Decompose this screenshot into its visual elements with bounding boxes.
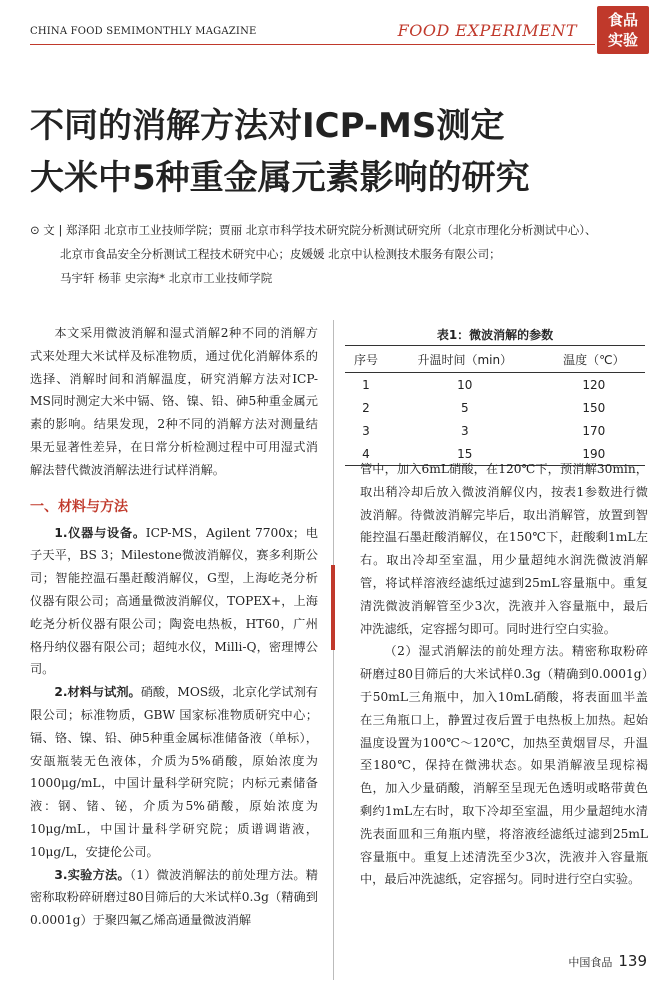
column-accent-mark [331,565,335,650]
magazine-name: CHINA FOOD SEMIMONTHLY MAGAZINE [30,26,257,37]
table-cell: 2 [362,400,370,415]
methods-text: （1）微波消解法的前处理方法。精密称取粉碎研磨过80目筛后的大米试样0.3g（精确到0.0001g）于聚四氟乙烯高通量微波消解 [30,867,318,928]
materials-text: 硝酸，MOS级，北京化学试剂有限公司；标准物质，GBW 国家标准物质研究中心；镉、铬、镍、铅、砷5种重金属标准储备液（单标），安瓿瓶装无色液体，介质为5%硝酸，原始浓度为1000μg/mL，中国计量科学研究院；内标元素储备液：钢、锗、铋，介质为5%硝酸，原始浓度为10μg/mL，中国计量科学研究院；质谱调谐液，10μg/L，安捷伦公司。 [30,685,318,859]
header-rule [30,44,595,45]
abstract: 本文采用微波消解和湿式消解2种不同的消解方式来处理大米试样及标准物质，通过优化消解体系的选择、消解时间和消解温度，研究消解方法对ICP-MS同时测定大米中镉、铬、镍、铅、砷5种重金属元素的影响。结果发现，2种不同的消解方法对测量结果无显著性差异，在日常分析检测过程中可用湿式消解法替代微波消解法进行试样消解。 [30,326,318,477]
subheading-methods: 3.实验方法。 [54,867,130,882]
table-cell: 1 [362,377,370,392]
author-block [30,218,640,290]
table-row [345,373,645,397]
author-line2: 北京市食品安全分析测试工程技术研究中心；皮媛媛 北京中认检测技术服务有限公司； [60,247,501,261]
table-digestion-params [345,325,645,466]
page-number: 139 [618,952,647,970]
title-line2: 大米中5种重金属元素影响的研究 [30,158,530,198]
table-row [345,396,645,419]
section-heading-materials: 一、材料与方法 [30,498,128,515]
table-header-index: 序号 [345,346,387,373]
instruments-text: ICP-MS，Agilent 7700x；电子天平，BS 3；Milestone微波消解仪，赛多利斯公司；智能控温石墨赶酸消解仪，G型，上海屹尧分析仪器有限公司；高通量微波消解仪，TOPEX+，上海屹尧分析仪器有限公司；陶瓷电热板，HT60，广州格丹纳仪器有限公司；超纯水仪，Milli-Q，密理博公司。 [30,525,318,677]
params-table [345,345,645,466]
section-name: FOOD EXPERIMENT [397,21,577,40]
badge-line2: 实验 [607,31,638,49]
table-cell: 120 [582,377,606,392]
page-footer [568,952,647,970]
table-cell: 15 [387,442,543,466]
table-cell: 150 [582,400,606,415]
section-badge [597,6,649,54]
footer-journal: 中国食品 [568,956,613,969]
table-row [345,419,645,442]
table-header-time: 升温时间（min） [387,346,543,373]
title-line1: 不同的消解方法对ICP-MS测定 [30,106,505,146]
paragraph-materials [30,681,318,863]
subheading-materials: 2.材料与试剂。 [54,685,141,700]
author-line3: 马宇轩 杨菲 史宗海* 北京市工业技师学院 [60,271,273,285]
subheading-instruments: 1.仪器与设备。 [54,525,146,540]
paragraph-wet-digestion: （2）湿式消解法的前处理方法。精密称取粉碎研磨过80目筛后的大米试样0.3g（精确到0.0001g）于50mL三角瓶中，加入10mL硝酸，将表面皿半盖在三角瓶口上，静置过夜后置于电热板上加热。起始温度设置为100℃～120℃，加热至黄烟冒尽，升温至180℃，保持在微沸状态。如果消解液呈现棕褐色，加入少量硝酸，消解至呈现无色透明或略带黄色剩约1mL左右时，取下冷却至室温，用少量超纯水清洗表面皿和三角瓶内壁，将溶液经滤纸过滤到25mL容量瓶中。重复上述清洗至少3次，洗液并入容量瓶中，最后冲洗滤纸，定容摇匀。同时进行空白实验。 [360,644,648,887]
badge-line1: 食品 [607,11,638,29]
table-cell: 170 [582,423,606,438]
table-cell: 5 [460,400,469,415]
paragraph-instruments [30,522,318,682]
table-caption: 表1：微波消解的参数 [436,328,554,342]
table-cell: 3 [362,423,370,438]
table-header-temp: 温度（℃） [543,346,645,373]
table-cell: 190 [543,442,645,466]
paragraph-methods [30,864,318,932]
left-column [30,322,318,932]
article-title [30,100,650,204]
paragraph-microwave-cont: 管中，加入6mL硝酸，在120℃下，预消解30min，取出稍冷却后放入微波消解仪内，按表1参数进行微波消解。待微波消解完毕后，取出消解管，放置到智能控温石墨赶酸消解仪，在150℃下，赶酸剩1mL左右。取出冷却至室温，用少量超纯水润洗微波消解管，将试样溶液经滤纸过滤到25mL容量瓶中。重复清洗微波消解管至少3次，洗液并入容量瓶中，最后冲洗滤纸，定容摇匀即可。同时进行空白实验。 [360,462,648,636]
table-cell: 3 [460,423,469,438]
column-divider [333,320,334,980]
table-cell: 10 [457,377,473,392]
right-column [360,458,648,891]
table-cell: 4 [345,442,387,466]
author-line1: ⊙ 文 | 郑泽阳 北京市工业技师学院；贾丽 北京市科学技术研究院分析测试研究所（北京市理化分析测试中心）、 [30,223,597,237]
